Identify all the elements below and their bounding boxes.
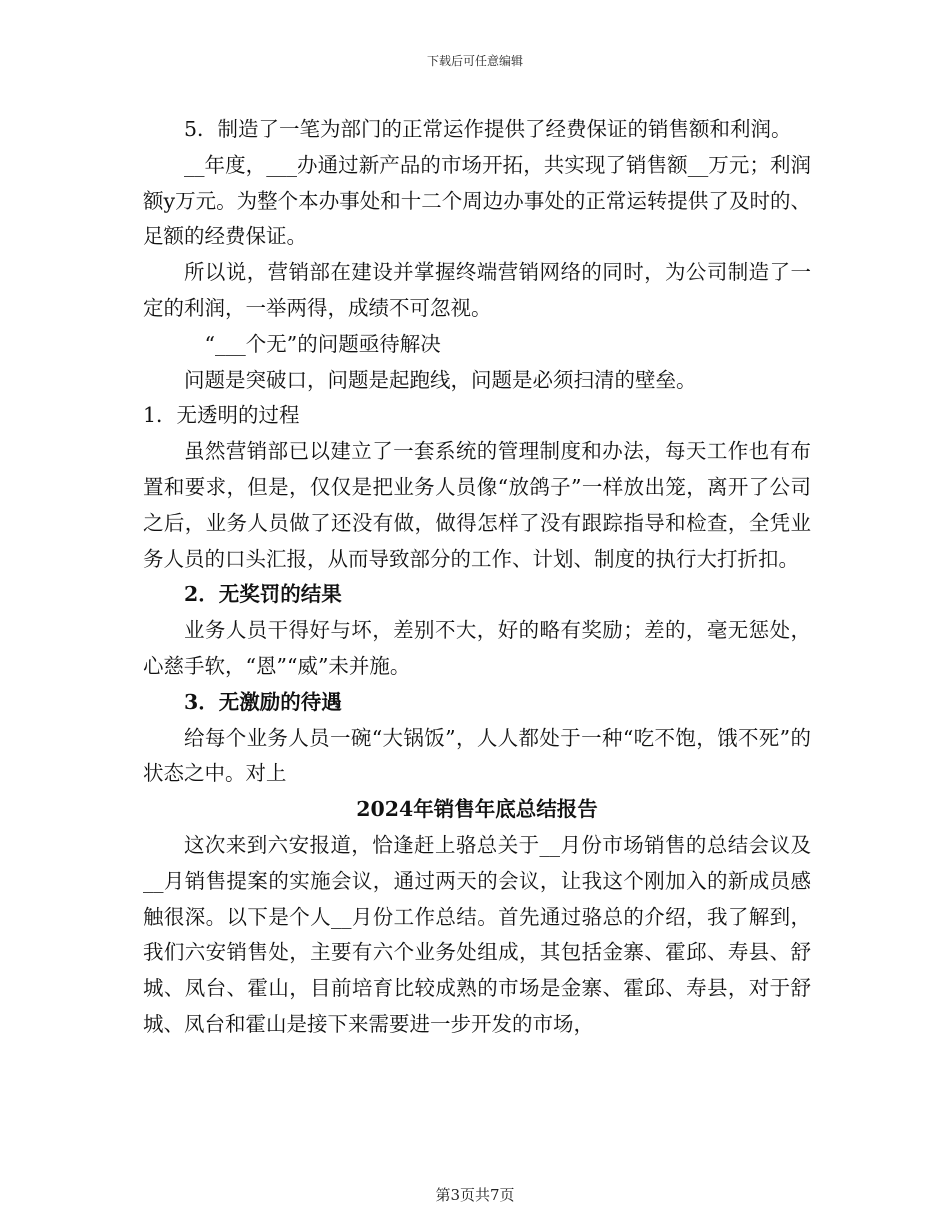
section-heading-problems: “___个无”的问题亟待解决 bbox=[204, 331, 441, 356]
paragraph-no-transparent-process: 虽然营销部已以建立了一套系统的管理制度和办法，每天工作也有布置和要求，但是，仅仅是把业务人员像“放鸽子”一样放出笼，离开了公司之后，业务人员做了还没有做，做得怎样了没有跟踪指导和检查，全凭业务人员的口头汇报，从而导致部分的工作、计划、制度的执行大打折扣。 bbox=[143, 439, 811, 571]
paragraph-annual-sales: __年度，___办通过新产品的市场开拓，共实现了销售额__万元；利润额y万元。为整个本办事处和十二个周边办事处的正常运转提供了及时的、足额的经费保证。 bbox=[143, 152, 811, 249]
page-header-note: 下载后可任意编辑 bbox=[426, 54, 523, 68]
report-title: 2024年销售年底总结报告 bbox=[356, 797, 598, 822]
paragraph-profit: 5．制造了一笔为部门的正常运作提供了经费保证的销售额和利润。 bbox=[184, 117, 792, 141]
document-body bbox=[143, 112, 811, 1043]
page-footer-number: 第3页共7页 bbox=[435, 1186, 515, 1204]
item-heading-no-incentive: 3．无激励的待遇 bbox=[184, 689, 342, 714]
item-heading-no-reward-punishment: 2．无奖罚的结果 bbox=[184, 582, 342, 607]
paragraph-conclusion: 所以说，营销部在建设并掌握终端营销网络的同时，为公司制造了一定的利润，一举两得，成绩不可忽视。 bbox=[143, 260, 811, 320]
item-heading-no-transparent-process: 1．无透明的过程 bbox=[143, 403, 300, 428]
paragraph-no-reward-punishment: 业务人员干得好与坏，差别不大，好的略有奖励；差的，毫无惩处，心慈手软，“恩”“威”未并施。 bbox=[143, 618, 811, 678]
paragraph-no-incentive: 给每个业务人员一碗“大锅饭”，人人都处于一种“吃不饱，饿不死”的状态之中。对上 bbox=[143, 725, 811, 786]
paragraph-report-intro: 这次来到六安报道，恰逢赶上骆总关于__月份市场销售的总结会议及__月销售提案的实施会议，通过两天的会议，让我这个刚加入的新成员感触很深。以下是个人__月份工作总结。首先通过骆总的介绍，我了解到，我们六安销售处，主要有六个业务处组成，其包括金寨、霍邱、寿县、舒城、凤台、霍山，目前培育比较成熟的市场是金寨、霍邱、寿县，对于舒城、凤台和霍山是接下来需要进一步开发的市场， bbox=[143, 832, 811, 1036]
paragraph-problem-intro: 问题是突破口，问题是起跑线，问题是必须扫清的壁垒。 bbox=[184, 367, 697, 392]
